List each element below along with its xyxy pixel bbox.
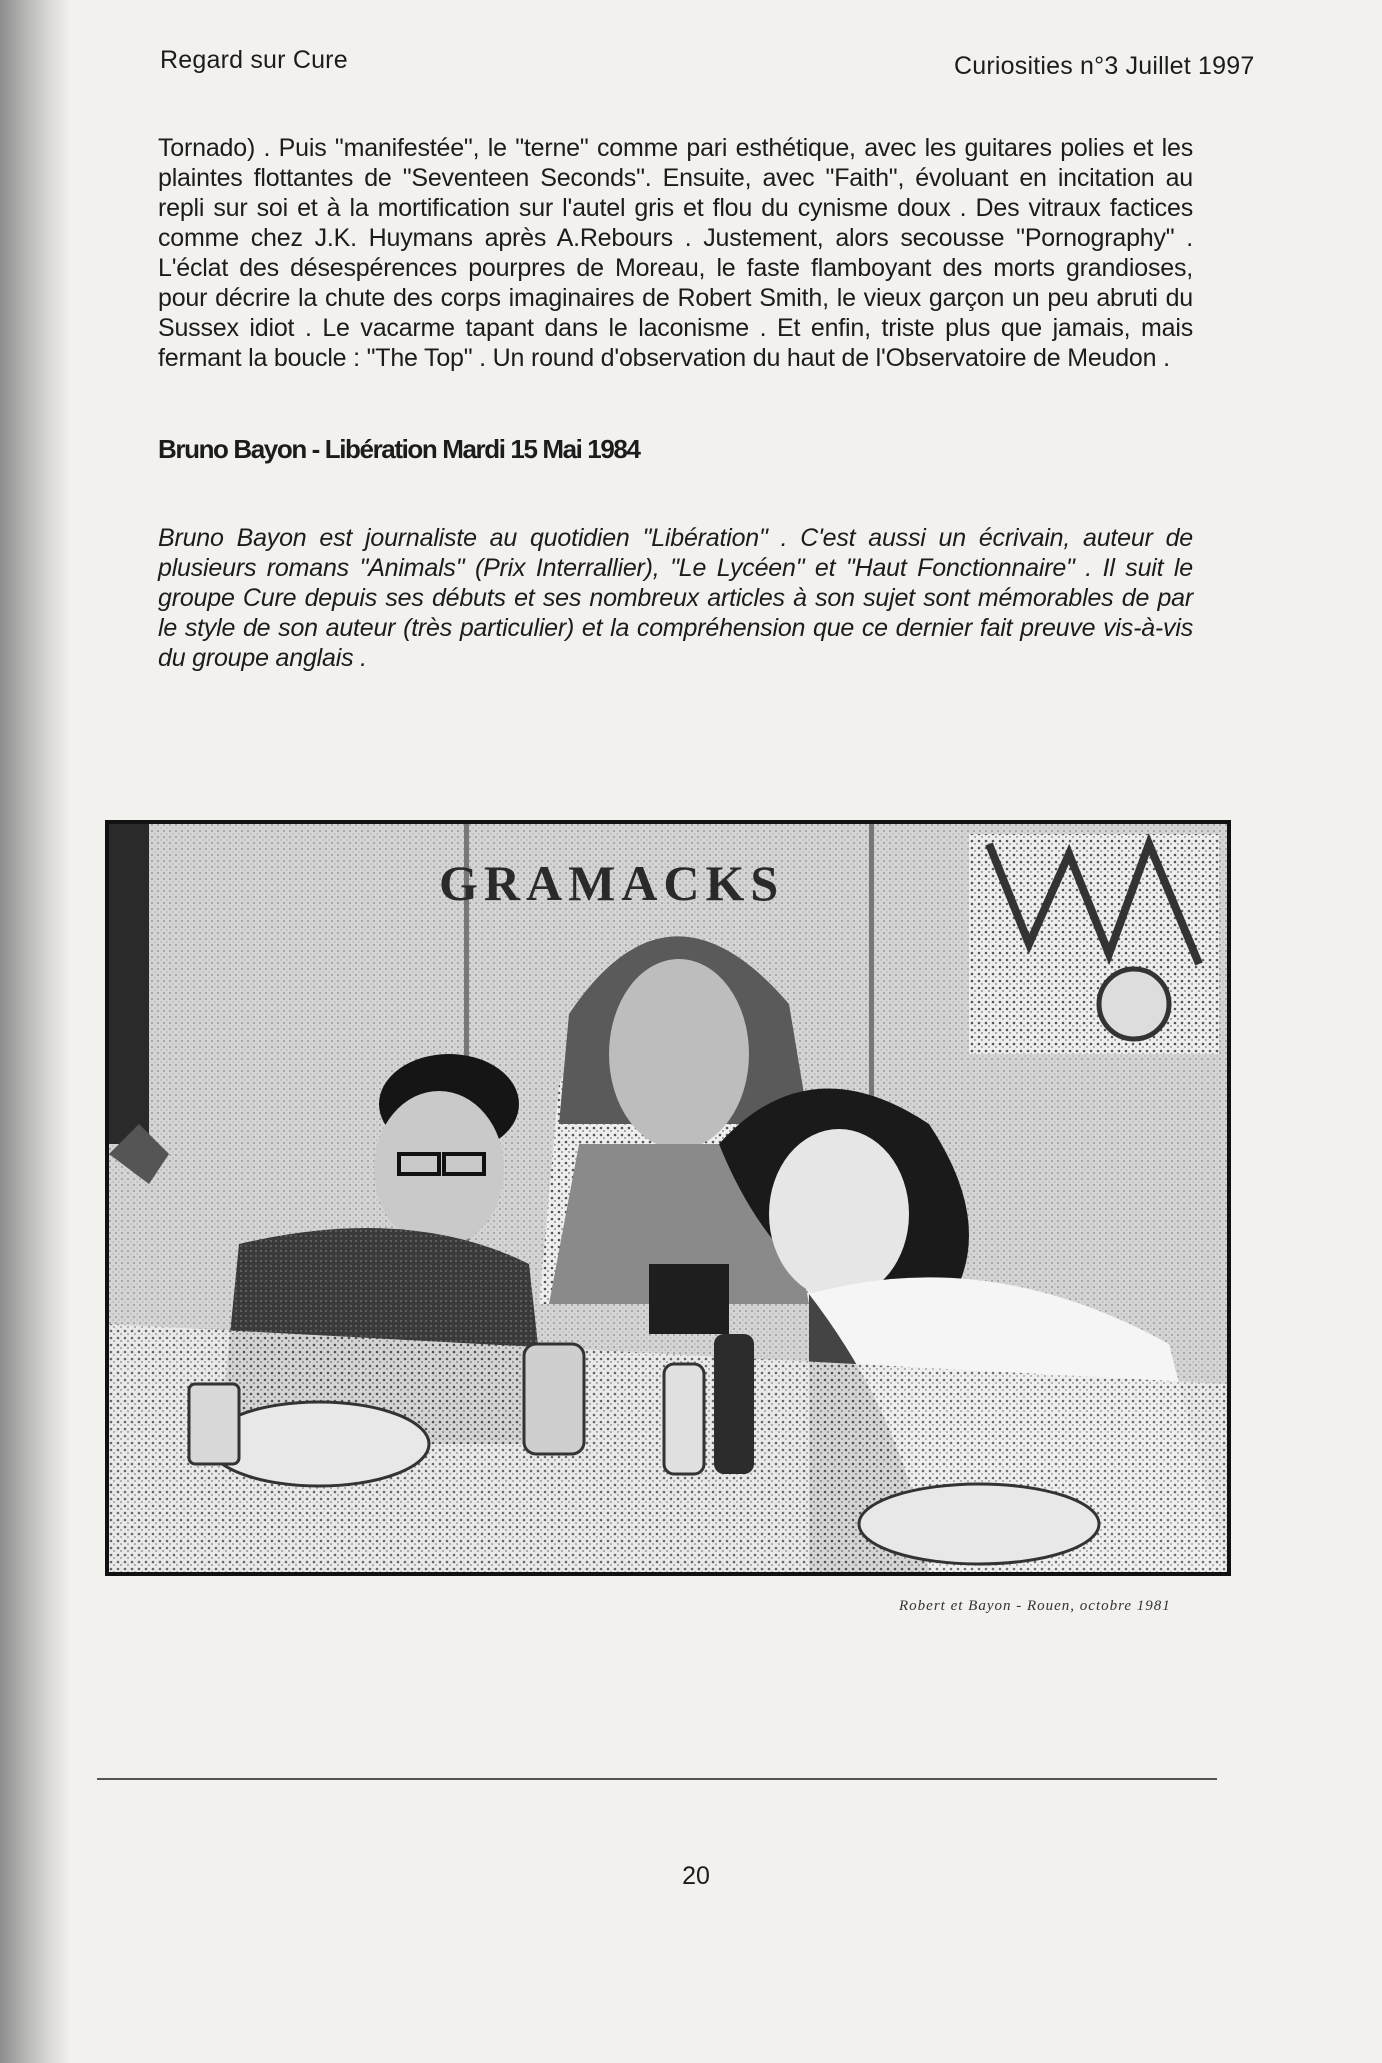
- footer-rule: [97, 1778, 1217, 1780]
- running-header-left: Regard sur Cure: [160, 46, 348, 74]
- page-number: 20: [682, 1862, 710, 1890]
- running-header-right: Curiosities n°3 Juillet 1997: [954, 52, 1255, 80]
- photo-illustration: [109, 824, 1227, 1572]
- photo-caption: Robert et Bayon - Rouen, octobre 1981: [899, 1598, 1171, 1614]
- photograph: [105, 820, 1231, 1576]
- body-paragraph-intro: Bruno Bayon est journaliste au quotidien "Libération" . C'est aussi un écrivain, auteur de plusieurs romans "Animals" (Prix Interrallier), "Le Lycéen" et "Haut Fonctionnaire" . Il suit le groupe Cure depuis ses débuts et ses nombreux articles à son sujet sont mémorables de par le style de son auteur (très particulier) et la compréhension que ce dernier fait preuve vis-à-vis du groupe anglais .: [158, 524, 1193, 672]
- body-paragraph-main: Tornado) . Puis "manifestée", le "terne" comme pari esthétique, avec les guitares polies et les plaintes flottantes de "Seventeen Seconds". Ensuite, avec "Faith", évoluant en incitation au repli sur soi et à la mortification sur l'autel gris et flou du cynisme doux . Des vitraux factices comme chez J.K. Huymans après A.Rebours . Justement, alors secousse "Pornography" . L'éclat des désespérences pourpres de Moreau, le faste flamboyant des morts grandioses, pour décrire la chute des corps imaginaires de Robert Smith, le vieux garçon un peu abruti du Sussex idiot . Le vacarme tapant dans le laconisme . Et enfin, triste plus que jamais, mais fermant la boucle : "The Top" . Un round d'observation du haut de l'Observatoire de Meudon .: [158, 134, 1193, 372]
- poster-text: GRAMACKS: [439, 855, 785, 911]
- section-heading: Bruno Bayon - Libération Mardi 15 Mai 1984: [158, 434, 640, 464]
